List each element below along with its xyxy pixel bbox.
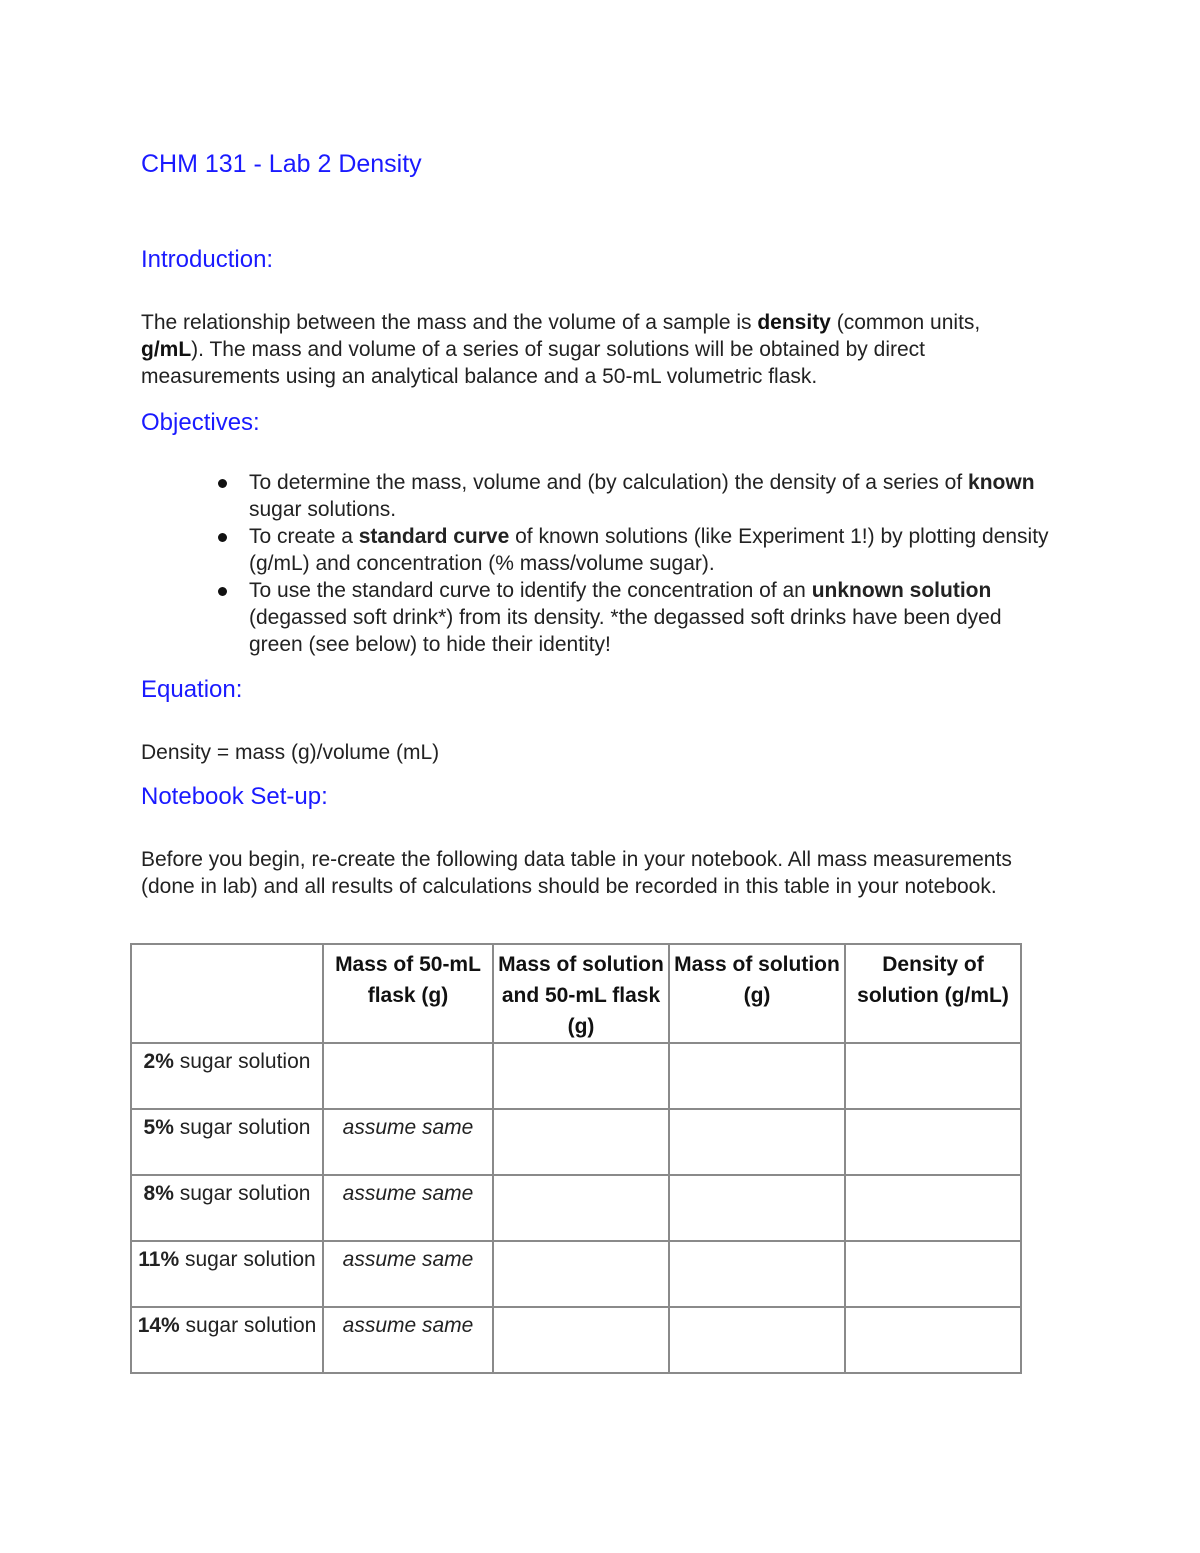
flask-mass-cell: assume same: [323, 1307, 493, 1373]
objective-bold: unknown solution: [811, 579, 992, 602]
introduction-heading: Introduction:: [141, 246, 274, 273]
table-header-cell: Density of solution (g/mL): [845, 944, 1021, 1043]
row-percent: 8%: [143, 1182, 174, 1205]
objective-text: To determine the mass, volume and (by calculation) the density of a series of: [249, 471, 969, 494]
flask-mass-cell: assume same: [323, 1109, 493, 1175]
empty-cell: [669, 1175, 845, 1241]
flask-mass-cell: assume same: [323, 1241, 493, 1307]
table-row: [131, 1043, 1021, 1109]
flask-mass-cell: assume same: [323, 1175, 493, 1241]
empty-cell: [845, 1307, 1021, 1373]
table-header-cell: [131, 944, 323, 1043]
empty-cell: [845, 1109, 1021, 1175]
intro-text-2: (common units,: [830, 311, 981, 334]
notebook-heading: Notebook Set-up:: [141, 783, 328, 810]
empty-cell: [493, 1307, 669, 1373]
objective-text: To use the standard curve to identify the concentration of an: [249, 579, 812, 602]
list-item: [141, 577, 1051, 658]
table-header-cell: Mass of 50-mL flask (g): [323, 944, 493, 1043]
objective-text: of known solutions (like Experiment 1!) by plotting density (g/mL) and concentration (% mass/volume sugar).: [249, 525, 1049, 575]
list-item: [141, 469, 1051, 523]
intro-text-1: The relationship between the mass and the volume of a sample is: [141, 311, 758, 334]
flask-mass-cell: [323, 1043, 493, 1109]
empty-cell: [669, 1241, 845, 1307]
equation-heading: Equation:: [141, 676, 243, 703]
row-label-cell: [131, 1175, 323, 1241]
notebook-paragraph: Before you begin, re-create the following data table in your notebook. All mass measurements (done in lab) and all results of calculations should be recorded in this table in your notebook.: [141, 848, 1012, 898]
row-percent: 14%: [137, 1314, 180, 1337]
objective-bold: known: [968, 471, 1035, 494]
empty-cell: [669, 1109, 845, 1175]
table-row: [131, 1241, 1021, 1307]
empty-cell: [845, 1175, 1021, 1241]
table-row: [131, 1307, 1021, 1373]
empty-cell: [669, 1043, 845, 1109]
objectives-heading: Objectives:: [141, 409, 260, 436]
document-title: CHM 131 - Lab 2 Density: [141, 150, 422, 178]
row-label: sugar solution: [179, 1248, 316, 1271]
row-label-cell: [131, 1109, 323, 1175]
table-header-cell: Mass of solution (g): [669, 944, 845, 1043]
bullet-icon: [218, 587, 227, 596]
empty-cell: [493, 1109, 669, 1175]
table-header-cell: Mass of solution and 50-mL flask (g): [493, 944, 669, 1043]
introduction-paragraph: [141, 309, 1041, 390]
row-label: sugar solution: [179, 1314, 317, 1337]
table-header-row: [131, 944, 1021, 1043]
empty-cell: [493, 1241, 669, 1307]
intro-bold-density: density: [757, 311, 831, 334]
table-row: [131, 1109, 1021, 1175]
row-label-cell: [131, 1307, 323, 1373]
data-table: [130, 943, 1022, 1374]
objective-text: sugar solutions.: [249, 498, 397, 521]
list-item: [141, 523, 1051, 577]
bullet-icon: [218, 533, 227, 542]
intro-bold-units: g/mL: [141, 338, 192, 361]
empty-cell: [493, 1175, 669, 1241]
intro-text-3: ). The mass and volume of a series of sugar solutions will be obtained by direct measurements using an analytical balance and a 50-mL volumetric flask.: [141, 338, 925, 388]
row-percent: 5%: [143, 1116, 174, 1139]
empty-cell: [669, 1307, 845, 1373]
row-label: sugar solution: [173, 1050, 311, 1073]
empty-cell: [845, 1241, 1021, 1307]
objective-bold: standard curve: [358, 525, 510, 548]
bullet-icon: [218, 479, 227, 488]
table-row: [131, 1175, 1021, 1241]
row-label-cell: [131, 1043, 323, 1109]
row-label: sugar solution: [173, 1182, 311, 1205]
row-label-cell: [131, 1241, 323, 1307]
row-label: sugar solution: [173, 1116, 311, 1139]
empty-cell: [845, 1043, 1021, 1109]
empty-cell: [493, 1043, 669, 1109]
row-percent: 2%: [143, 1050, 174, 1073]
equation-text: Density = mass (g)/volume (mL): [141, 741, 440, 764]
row-percent: 11%: [138, 1248, 180, 1271]
objectives-list: [141, 469, 1051, 658]
objective-text: To create a: [249, 525, 359, 548]
objective-text: (degassed soft drink*) from its density. *the degassed soft drinks have been dyed green (see below) to hide their identity!: [249, 606, 1002, 656]
